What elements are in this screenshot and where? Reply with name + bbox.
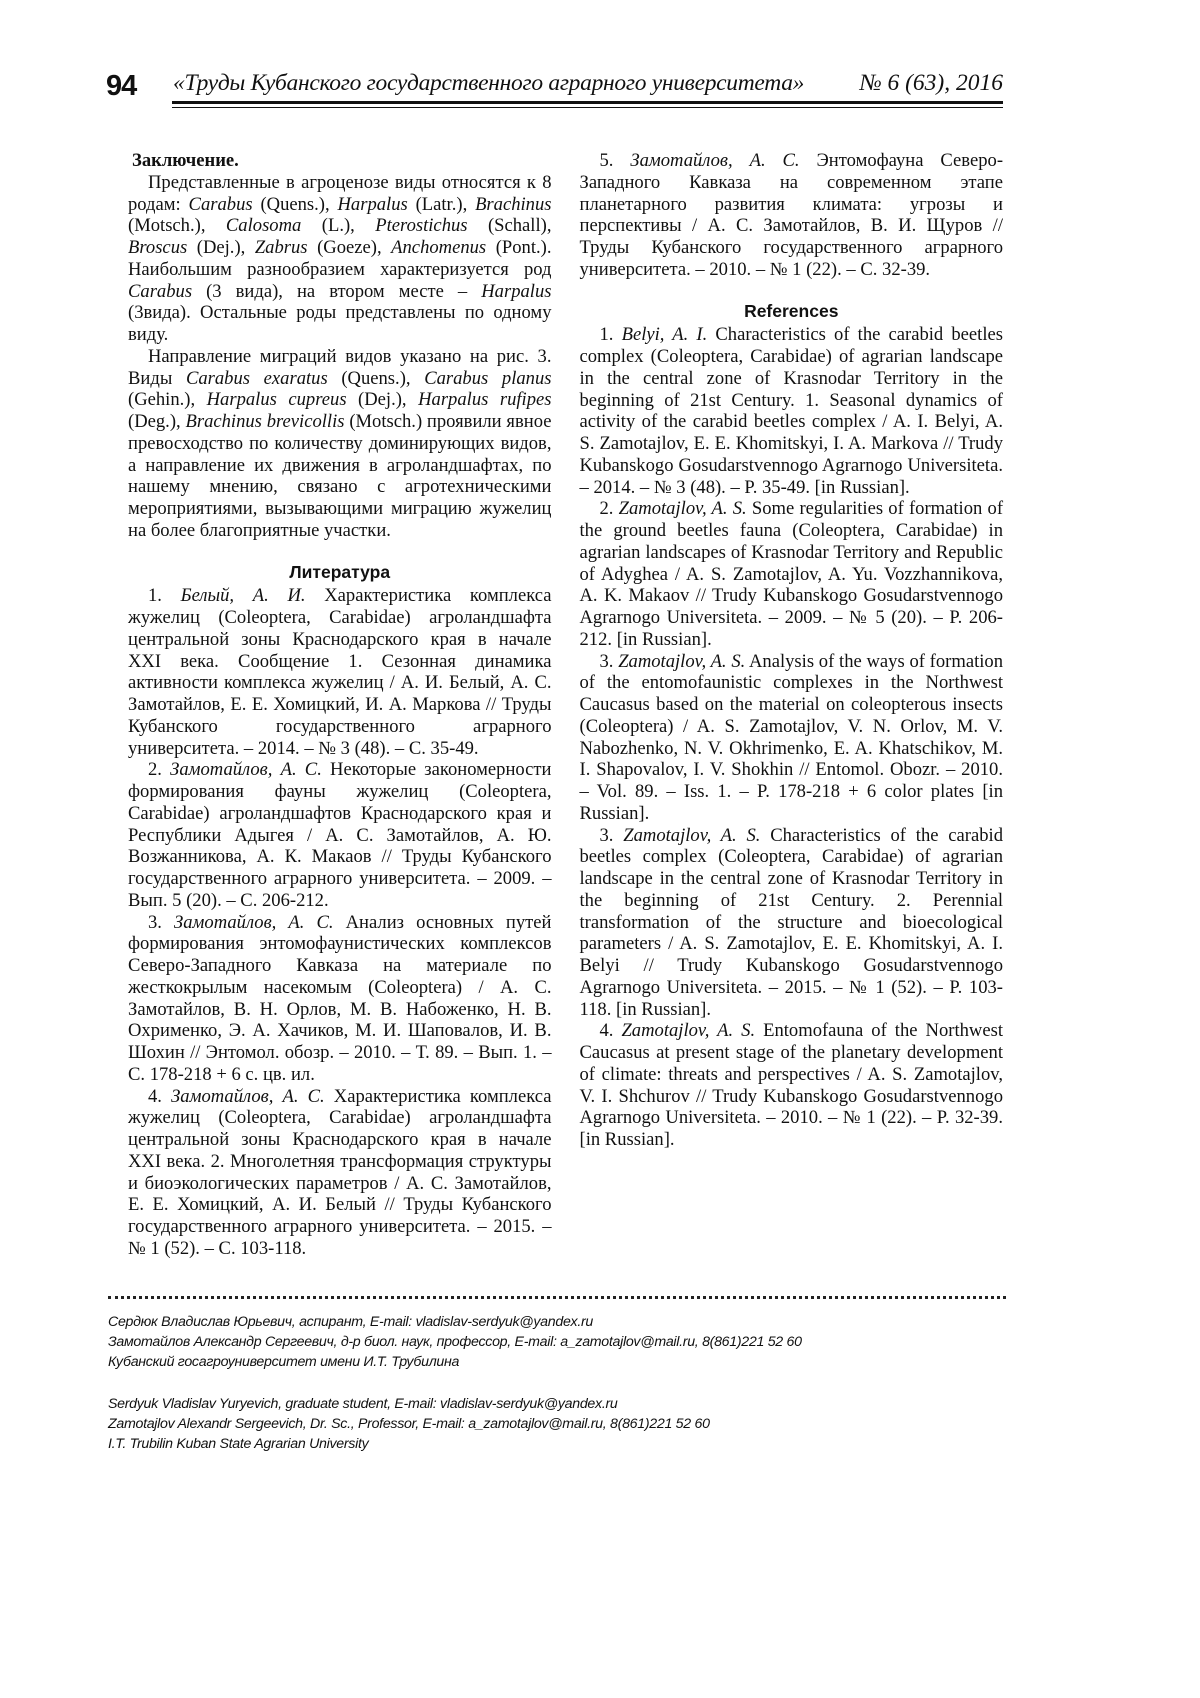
text-run: Characteristics of the carabid beetles complex (Coleoptera, Carabidae) of agrarian landscape in the central zone of Krasnodar Territory in the beginning of 21st Century. 1. Seasonal dynamics of activity of the carabid beetles complex / A. I. Belyi, A. S. Zamotajlov, E. E. Khomitskyi, I. A. Markova // Trudy Kubanskogo Gosudarstvennogo Agrarnogo Universiteta. – 2014. – № 3 (48). – P. 35-49. [in Russian]. bbox=[580, 324, 1004, 497]
text-run: Некоторые закономерности формирования фауны жужелиц (Coleoptera, Carabidae) агроландшафтов Краснодарского края и Республики Адыгея / А. С. Замотайлов, А. Ю. Возжанникова, А. К. Макаов // Труды Кубанского государственного аграрного университета. – 2009. – Вып. 5 (20). – С. 206-212. bbox=[128, 759, 552, 911]
author-name-italic: Carabus planus bbox=[424, 368, 551, 389]
article-body bbox=[128, 150, 1003, 1290]
author-name-italic: Zabrus bbox=[255, 237, 308, 258]
references-heading: References bbox=[580, 301, 1004, 323]
text-run: Характеристика комплекса жужелиц (Coleoptera, Carabidae) агроландшафта центральной зоны Краснодарского края в начале XXI века. 2. Многолетняя трансформация структуры и биоэкологических параметров / А. С. Замотайлов, Е. Е. Хомицкий, А. И. Белый // Труды Кубанского государственного аграрного университета. – 2015. – № 1 (52). – С. 103-118. bbox=[128, 1086, 552, 1259]
reference-item bbox=[580, 825, 1004, 1021]
text-run: (Motsch.), bbox=[128, 215, 226, 236]
text-run: 3. bbox=[600, 825, 624, 846]
journal-title: «Труды Кубанского государственного аграрного университета» bbox=[173, 70, 804, 97]
text-run: 4. bbox=[600, 1020, 622, 1041]
author-name-italic: Zamotajlov, A. S. bbox=[623, 825, 760, 846]
issue-number: № 6 (63), 2016 bbox=[859, 70, 1003, 97]
text-run: (3 вида), на втором месте – bbox=[192, 281, 481, 302]
author-name-italic: Belyi, A. I. bbox=[622, 324, 708, 345]
literature-item bbox=[128, 1086, 552, 1260]
text-run: (Quens.), bbox=[253, 194, 338, 215]
reference-item bbox=[580, 651, 1004, 825]
text-run: (Motsch.) проявили явное превосходство по количеству доминирующих видов, а направление их движения в агроландшафтах, по нашему мнению, связано с агротехническими мероприятиями, вызывающими миграцию жужелиц на более благоприятные участки. bbox=[128, 411, 552, 541]
text-run: 2. bbox=[148, 759, 170, 780]
author-name-italic: Замотайлов, А. С. bbox=[630, 150, 799, 171]
author-info-ru: Замотайлов Александр Сергеевич, д-р биол. наук, профессор, E-mail: a_zamotajlov@mail.ru, 8(861)221 52 60 bbox=[108, 1334, 802, 1350]
author-info-en: Zamotajlov Alexandr Sergeevich, Dr. Sc., Professor, E-mail: a_zamotajlov@mail.ru, 8(861)221 52 60 bbox=[108, 1416, 710, 1432]
literature-item bbox=[128, 912, 552, 1086]
author-name-italic: Carabus bbox=[189, 194, 253, 215]
author-name-italic: Замотайлов, А. С. bbox=[171, 1086, 325, 1107]
author-name-italic: Carabus exaratus bbox=[186, 368, 328, 389]
author-info-ru: Сердюк Владислав Юрьевич, аспирант, E-mail: vladislav-serdyuk@yandex.ru bbox=[108, 1314, 593, 1330]
text-run: Characteristics of the carabid beetles complex (Coleoptera, Carabidae) of agrarian landscape in the central zone of Krasnodar Territory in the beginning of 21st Century. 2. Perennial transformation of the structure and bioecological parameters / A. S. Zamotajlov, E. E. Khomitskyi, A. I. Belyi // Trudy Kubanskogo Gosudarstvennogo Agrarnogo Universiteta. – 2015. – № 1 (52). – P. 103-118. [in Russian]. bbox=[580, 825, 1004, 1020]
text-run: (Gehin.), bbox=[128, 389, 207, 410]
reference-item bbox=[580, 498, 1004, 650]
text-run: Характеристика комплекса жужелиц (Coleoptera, Carabidae) агроландшафта центральной зоны Краснодарского края в начале XXI века. Сообщение 1. Сезонная динамика активности комплекса жужелиц / А. И. Белый, А. С. Замотайлов, Е. Е. Хомицкий, И. А. Маркова // Труды Кубанского государственного аграрного университета. – 2014. – № 3 (48). – С. 35-49. bbox=[128, 585, 552, 758]
reference-item bbox=[580, 1020, 1004, 1151]
author-name-italic: Zamotajlov, A. S. bbox=[618, 651, 745, 672]
text-run: 3. bbox=[148, 912, 174, 933]
text-run: 5. bbox=[600, 150, 631, 171]
text-run: (Schall), bbox=[468, 215, 552, 236]
author-name-italic: Brachinus bbox=[475, 194, 551, 215]
text-run: (Goeze), bbox=[308, 237, 392, 258]
text-run: 1. bbox=[148, 585, 181, 606]
text-run: 1. bbox=[600, 324, 622, 345]
text-run: Направление миграций видов указано на рис. 3. Виды bbox=[128, 346, 552, 389]
text-run: 3. bbox=[600, 651, 619, 672]
affiliation-en: I.T. Trubilin Kuban State Agrarian University bbox=[108, 1436, 368, 1452]
text-run: (3вида). Остальные роды представлены по одному виду. bbox=[128, 302, 552, 345]
literature-item bbox=[128, 759, 552, 911]
literature-item bbox=[580, 150, 1004, 281]
header-rule-thick bbox=[172, 101, 1003, 104]
text-run: (Quens.), bbox=[328, 368, 424, 389]
text-run: (Pont.). Наибольшим разнообразием характеризуется род bbox=[128, 237, 552, 280]
reference-item bbox=[580, 324, 1004, 498]
author-name-italic: Zamotajlov, A. S. bbox=[619, 498, 747, 519]
author-name-italic: Harpalus cupreus bbox=[207, 389, 347, 410]
author-name-italic: Harpalus bbox=[337, 194, 407, 215]
literature-item bbox=[128, 585, 552, 759]
text-run: Entomofauna of the Northwest Caucasus at present stage of the planetary development of climate: threats and perspectives / A. S. Zamotajlov, V. I. Shchurov // Trudy Kubanskogo Gosudarstvennogo Agrarnogo Universiteta. – 2010. – № 1 (22). – P. 32-39. [in Russian]. bbox=[580, 1020, 1004, 1150]
text-run: 2. bbox=[600, 498, 619, 519]
page-number: 94 bbox=[106, 70, 136, 103]
author-name-italic: Carabus bbox=[128, 281, 192, 302]
conclusion-heading: Заключение. bbox=[128, 150, 552, 172]
text-run: Анализ основных путей формирования энтомофаунистических комплексов Северо-Западного Кавказа на материале по жесткокрылым насекомым (Coleoptera) / А. С. Замотайлов, В. Н. Орлов, М. В. Набоженко, Н. В. Охрименко, Э. А. Хачиков, М. И. Шаповалов, И. В. Шохин // Энтомол. обозр. – 2010. – Т. 89. – Вып. 1. – С. 178-218 + 6 с. цв. ил. bbox=[128, 912, 552, 1085]
text-run: (Dej.), bbox=[347, 389, 419, 410]
literature-heading: Литература bbox=[128, 562, 552, 584]
body-paragraph bbox=[128, 172, 552, 346]
author-name-italic: Broscus bbox=[128, 237, 187, 258]
author-info-en: Serdyuk Vladislav Yuryevich, graduate student, E-mail: vladislav-serdyuk@yandex.ru bbox=[108, 1396, 617, 1412]
author-name-italic: Anchomenus bbox=[391, 237, 486, 258]
author-name-italic: Замотайлов, А. С. bbox=[174, 912, 334, 933]
text-run: (Dej.), bbox=[187, 237, 255, 258]
text-run: (L.), bbox=[301, 215, 375, 236]
text-run: Энтомофауна Северо-Западного Кавказа на современном этапе планетарного развития климата: угрозы и перспективы / А. С. Замотайлов, В. И. Щуров // Труды Кубанского государственного аграрного университета. – 2010. – № 1 (22). – С. 32-39. bbox=[580, 150, 1004, 280]
text-run: Представленные в агроценозе виды относятся к 8 родам: bbox=[128, 172, 552, 215]
author-name-italic: Zamotajlov, A. S. bbox=[621, 1020, 755, 1041]
author-name-italic: Harpalus bbox=[481, 281, 551, 302]
author-name-italic: Harpalus rufipes bbox=[418, 389, 551, 410]
author-name-italic: Замотайлов, А. С. bbox=[170, 759, 322, 780]
author-name-italic: Brachinus brevicollis bbox=[185, 411, 344, 432]
author-name-italic: Pterostichus bbox=[375, 215, 467, 236]
author-name-italic: Белый, А. И. bbox=[181, 585, 306, 606]
text-run: (Deg.), bbox=[128, 411, 185, 432]
header-rule-thin bbox=[172, 107, 1003, 108]
text-run: Some regularities of formation of the ground beetles fauna (Coleoptera, Carabidae) in agrarian landscapes of Krasnodar Territory and Republic of Adyghea / A. S. Zamotajlov, A. Yu. Vozzhannikova, A. K. Makaov // Trudy Kubanskogo Gosudarstvennogo Agrarnogo Universiteta. – 2009. – № 5 (20). – P. 206-212. [in Russian]. bbox=[580, 498, 1004, 650]
text-run: Analysis of the ways of formation of the entomofaunistic complexes in the Northwest Caucasus based on the material on coleopterous insects (Coleoptera) / A. S. Zamotajlov, V. N. Orlov, M. V. Nabozhenko, N. V. Okhrimenko, E. A. Khatschikov, M. I. Shapovalov, I. V. Shokhin // Entomol. Obozr. – 2010. – Vol. 89. – Iss. 1. – P. 178-218 + 6 color plates [in Russian]. bbox=[580, 651, 1004, 824]
footer-divider bbox=[108, 1296, 1006, 1299]
text-run: 4. bbox=[148, 1086, 171, 1107]
body-paragraph bbox=[128, 346, 552, 542]
affiliation-ru: Кубанский госагроуниверситет имени И.Т. Трубилина bbox=[108, 1354, 459, 1370]
text-run: (Latr.), bbox=[408, 194, 475, 215]
author-name-italic: Calosoma bbox=[226, 215, 301, 236]
